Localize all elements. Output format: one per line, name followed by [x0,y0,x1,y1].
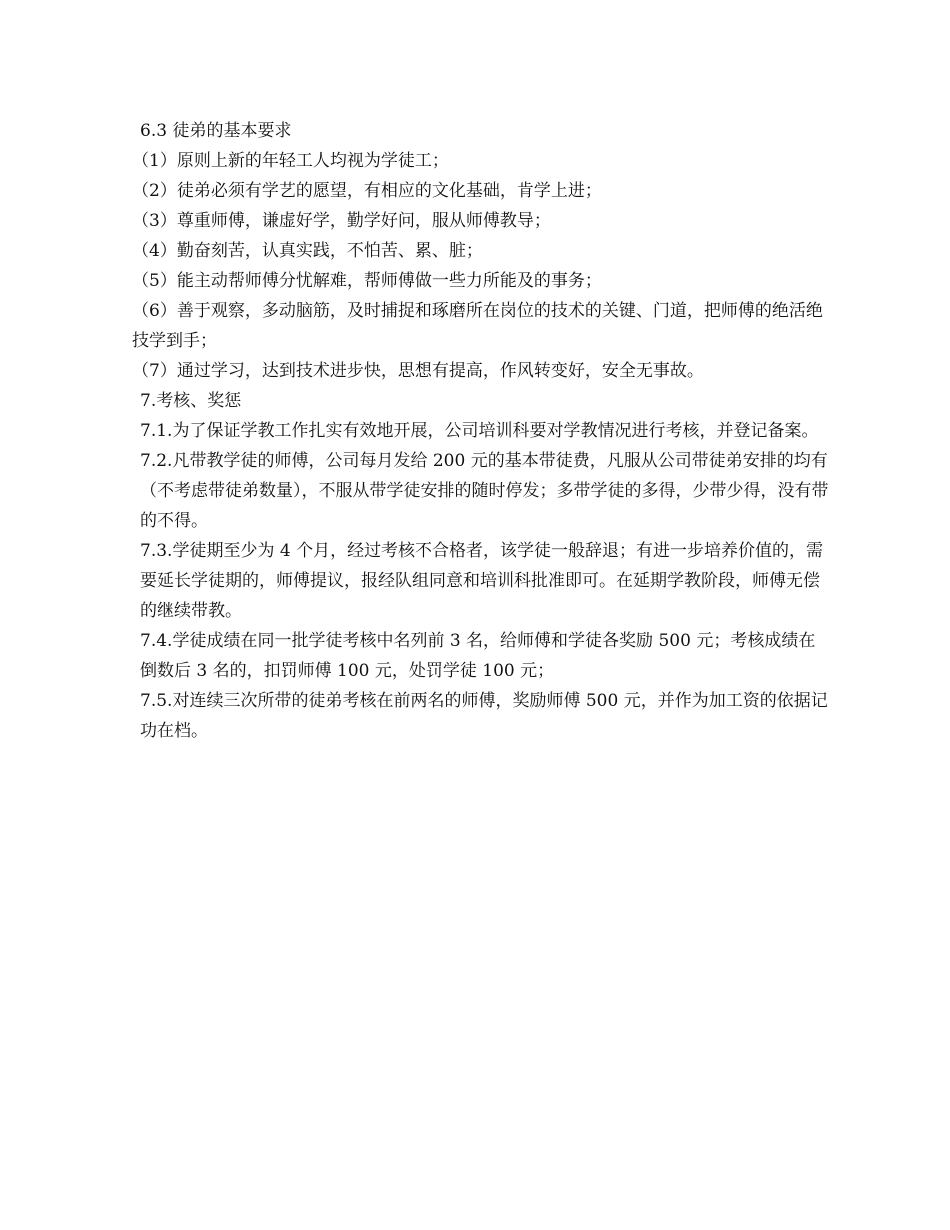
section-heading-7: 7.考核、奖惩 [140,391,242,411]
requirement-item-2: （2）徒弟必须有学艺的愿望，有相应的文化基础，肯学上进； [132,181,602,201]
document-body [132,116,830,746]
requirement-item-5: （5）能主动帮师傅分忧解难，帮师傅做一些力所能及的事务； [132,271,602,291]
requirement-item-3: （3）尊重师傅，谦虚好学，勤学好问，服从师傅教导； [132,211,551,231]
assessment-clause-7-2: 7.2.凡带教学徒的师傅，公司每月发给 200 元的基本带徒费，凡服从公司带徒弟安排的均有（不考虑带徒弟数量），不服从带学徒安排的随时停发；多带学徒的多得，少带少得，没有带的不得。 [140,451,829,531]
assessment-clause-7-3: 7.3.学徒期至少为 4 个月，经过考核不合格者，该学徒一般辞退；有进一步培养价值的，需要延长学徒期的，师傅提议，报经队组同意和培训科批准即可。在延期学教阶段，师傅无偿的继续带教。 [140,541,824,621]
requirement-item-7: （7）通过学习，达到技术进步快，思想有提高，作风转变好，安全无事故。 [132,361,704,381]
assessment-clause-7-4: 7.4.学徒成绩在同一批学徒考核中名列前 3 名，给师傅和学徒各奖励 500 元；考核成绩在倒数后 3 名的，扣罚师傅 100 元，处罚学徒 100 元； [140,631,816,681]
requirement-item-1: （1）原则上新的年轻工人均视为学徒工； [132,151,449,171]
assessment-clause-7-5: 7.5.对连续三次所带的徒弟考核在前两名的师傅，奖励师傅 500 元，并作为加工资的依据记功在档。 [140,691,828,741]
requirement-item-4: （4）勤奋刻苦，认真实践，不怕苦、累、脏； [132,241,483,261]
requirement-item-6: （6）善于观察，多动脑筋，及时捕捉和琢磨所在岗位的技术的关键、门道，把师傅的绝活绝技学到手； [132,301,823,351]
assessment-clause-7-1: 7.1.为了保证学教工作扎实有效地开展，公司培训科要对学教情况进行考核，并登记备案。 [140,421,819,441]
section-heading-6-3: 6.3 徒弟的基本要求 [140,121,292,141]
